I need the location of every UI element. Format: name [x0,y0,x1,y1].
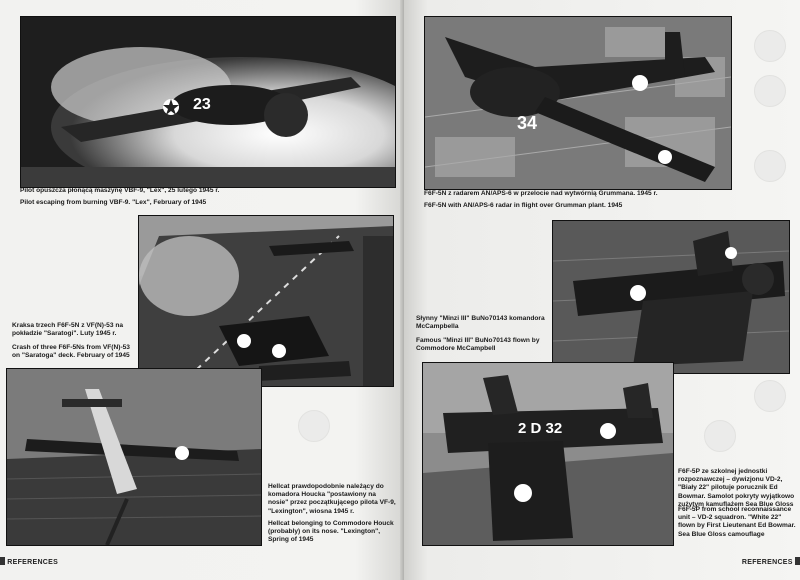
footer-left-label: REFERENCES [7,559,59,566]
caption-1-polish: Pilot opuszcza płonącą maszynę VBF-9, "Lex", 25 lutego 1945 r. [20,187,220,194]
caption-4-english: F6F-5N with AN/APS-6 radar in flight over Grumman plant. 1945 [424,202,623,209]
decorative-circle [298,410,330,442]
aircraft-code-34: 34 [517,113,538,133]
footer-left [0,557,58,566]
photo-hellcat-on-nose [6,368,262,546]
caption-5-english: Famous "Minzi III" BuNo70143 flown by Commodore McCampbell [416,337,540,353]
decorative-circle [754,30,786,62]
hellcat-on-nose-image [7,369,261,545]
aircraft-code-23: 23 [193,96,211,113]
photo-minzi-iii [552,220,790,374]
caption-3-polish: Hellcat prawdopodobnie należący do komadora Houcka "postawiony na nosie" przez początkującego pilota VF-9, "Lexington", wiosna 1945 r. [268,483,396,515]
photo-saratoga-crash [138,215,394,387]
footer-marker [0,557,5,565]
aircraft-code-2d32: 2 D 32 [518,420,563,437]
caption-2-english: Crash of three F6F-5Ns from VF(N)-53 on "Saratoga" deck. February of 1945 [12,344,130,360]
white-22-image [423,363,673,545]
saratoga-crash-image [139,216,393,386]
caption-6-english: F6F-5P from school reconnaissance unit – VD-2 squadron. "White 22" flown by First Lieutenant Ed Bowmar. Sea Blue Gloss camouflage [678,506,796,538]
decorative-circle [754,75,786,107]
decorative-circle [754,380,786,412]
decorative-circle [704,420,736,452]
photo-burning-hellcat [20,16,396,188]
caption-4-polish: F6F-5N z radarem AN/APS-6 w przelocie nad wytwórnią Grummana. 1945 r. [424,190,658,197]
photo-f6f5n-over-grumman [424,16,732,190]
caption-2-polish: Kraksa trzech F6F-5N z VF(N)-53 na pokładzie "Saratogi". Luty 1945 r. [12,322,124,338]
f6f5n-over-grumman-image [425,17,731,189]
burning-hellcat-image [21,17,395,187]
footer-right-label: REFERENCES [741,559,793,566]
caption-3-english: Hellcat belonging to Commodore Houck (probably) on its nose. "Lexington", Spring of 1945 [268,520,394,544]
decorative-circle [754,150,786,182]
caption-1-english: Pilot escaping from burning VBF-9. "Lex", February of 1945 [20,199,207,206]
minzi-iii-image [553,221,789,373]
caption-6-polish: F6F-5P ze szkolnej jednostki rozpoznawczej – dywizjonu VD-2, "Biały 22" pilotuje porucznik Ed Bowmar. Samolot pokryty wyjątkowo zużytym kamuflażem Sea Blue Gloss [678,468,795,508]
footer-marker [795,557,800,565]
right-page [404,0,800,580]
footer-right [742,557,800,566]
caption-5-polish: Słynny "Minzi III" BuNo70143 komandora McCampbella [416,315,545,331]
photo-white-22 [422,362,674,546]
